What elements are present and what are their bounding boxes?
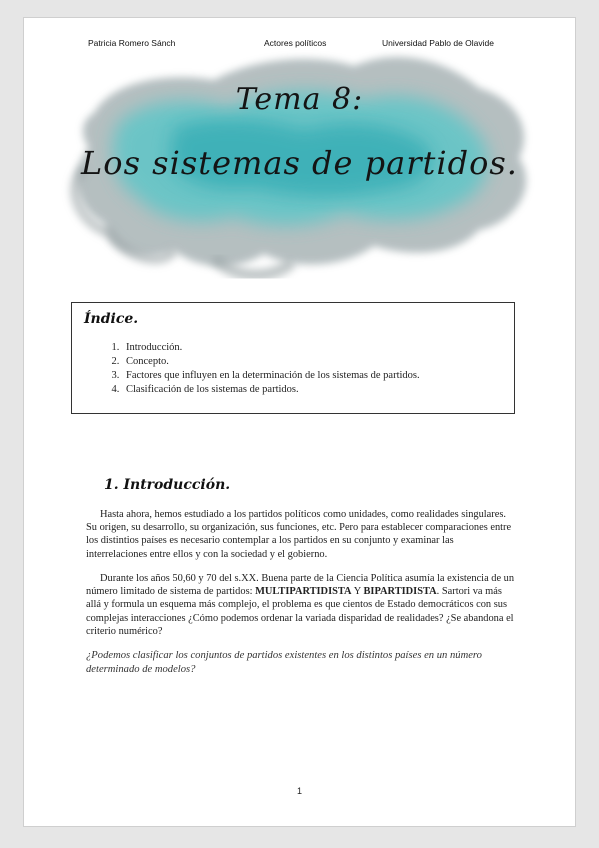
header-university: Universidad Pablo de Olavide — [382, 38, 494, 48]
document-title-line2: Los sistemas de partidos. — [81, 144, 518, 182]
index-heading: Índice. — [84, 311, 139, 327]
index-item: 4. Clasificación de los sistemas de partidos. — [122, 383, 420, 397]
index-item: 2. Concepto. — [122, 355, 420, 369]
header-author: Patricia Romero Sánch — [88, 38, 176, 48]
index-box — [71, 302, 515, 414]
header-subject: Actores políticos — [264, 38, 327, 48]
paragraph-text-c: . Sartori va más allá y formula un esquema más complejo, el problema es que cientos de Estado democráticos con sus complejas interacciones ¿Cómo podemos ordenar la variada disparidad de realidades? ¿Se abandona el criterio numérico? — [86, 586, 514, 637]
bold-term-multipartidista: MULTIPARTIDISTA — [255, 586, 352, 598]
paragraph-text: Hasta ahora, hemos estudiado a los partidos políticos como unidades, como realidades singulares. Su origen, su desarrollo, su organización, sus funciones, etc. Pero para establecer comparaciones entre los distintios países es necesario contemplar a los partidos en su conjunto y examinar las interrelaciones entre ellos y con la sociedad y el gobierno. — [86, 509, 512, 560]
document-title-line1: Tema 8: — [235, 82, 364, 117]
paragraph-text-a: Durante los años 50,60 y 70 del s.XX. Buena parte de la Ciencia Política asumía la existencia de un número limitado de sistema de partidos: — [86, 573, 515, 598]
document-page — [24, 18, 575, 826]
section-heading: 1. Introducción. — [104, 477, 231, 493]
paragraph-text — [86, 572, 516, 638]
index-item: 1. Introducción. — [122, 341, 420, 355]
index-list — [82, 341, 420, 397]
italic-question: ¿Podemos clasificar los conjuntos de partidos existentes en los distintos países en un número determinado de modelos? — [86, 650, 482, 675]
paragraph-history — [86, 572, 516, 638]
bold-term-bipartidista: BIPARTIDISTA — [363, 586, 437, 598]
paragraph-text-mid: Y — [351, 586, 364, 598]
paragraph-intro — [86, 508, 516, 561]
index-item: 3. Factores que influyen en la determinación de los sistemas de partidos. — [122, 369, 420, 383]
page-number: 1 — [296, 786, 302, 796]
